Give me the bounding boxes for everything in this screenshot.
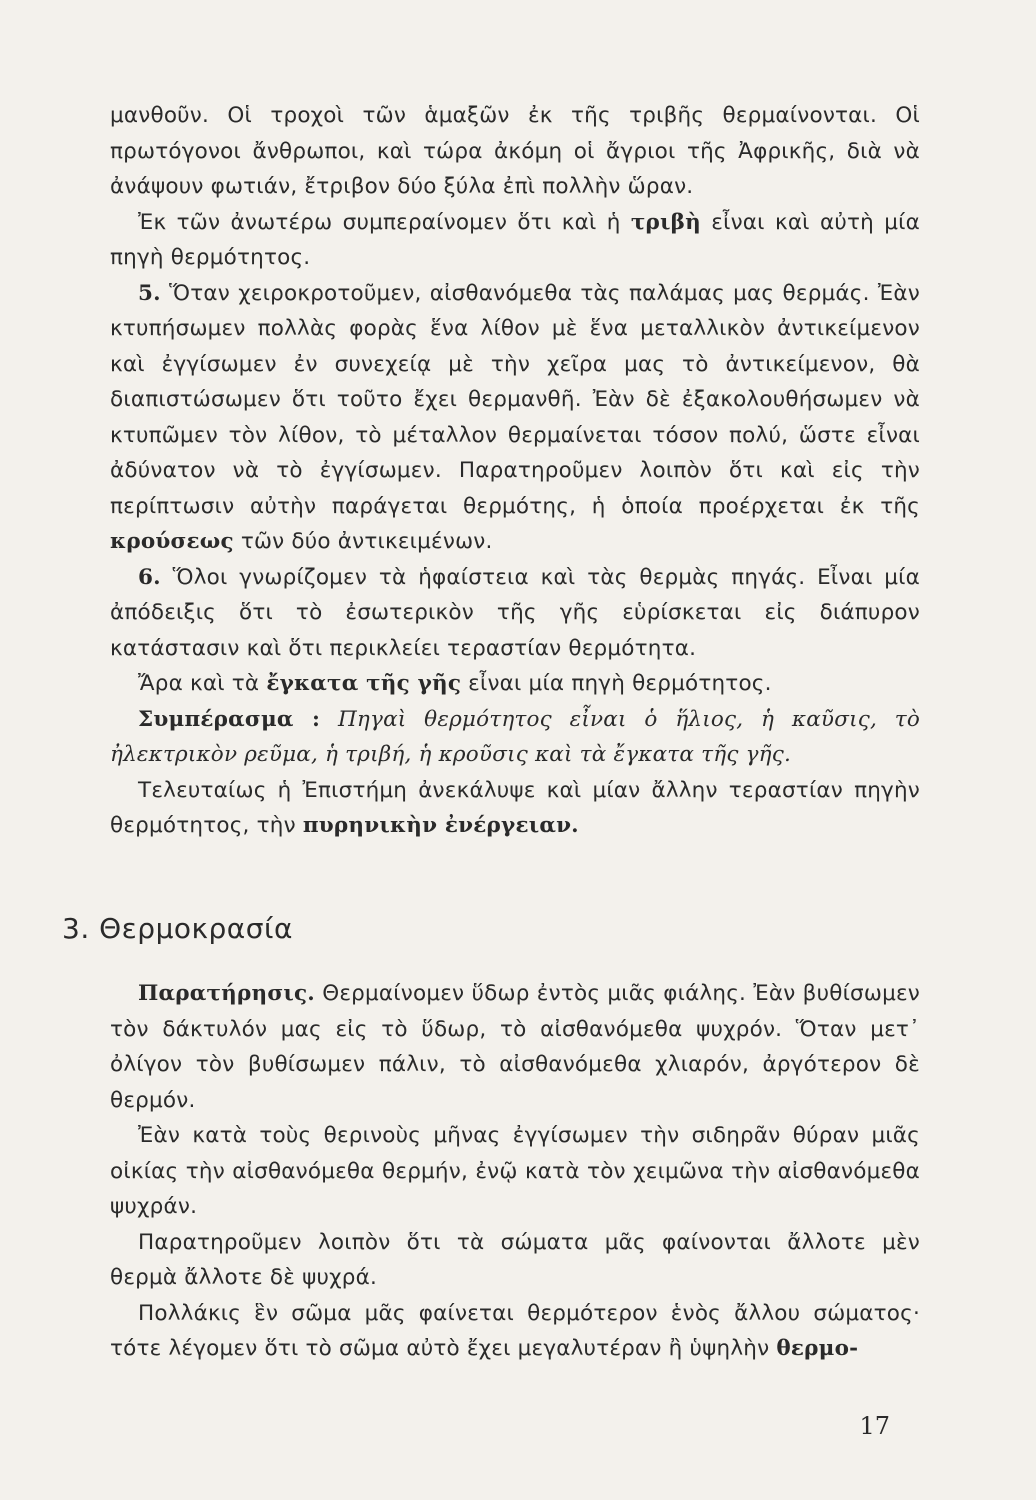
paragraph-temperature: Πολλάκις ἓν σῶμα μᾶς φαίνεται θερμότερον ἑνὸς ἄλλου σώματος· τότε λέγομεν ὅτι τὸ σῶμα αὐτὸ ἔχει μεγαλυτέραν ἢ ὑψηλὴν θερμο- bbox=[110, 1300, 920, 1361]
observation-label: Παρατήρησις. bbox=[138, 981, 315, 1006]
paragraph-friction: μανθοῦν. Οἱ τροχοὶ τῶν ἁμαξῶν ἐκ τῆς τριβῆς θερμαίνονται. Οἱ πρωτόγονοι ἄνθρωποι, καὶ τώρα ἀκόμη οἱ ἄγριοι τῆς Ἀφρικῆς, διὰ νὰ ἀνάψουν φωτιάν, ἔτριβον δύο ξύλα ἐπὶ πολλὴν ὥραν. bbox=[110, 103, 920, 199]
bold-term-impact: κρούσεως bbox=[110, 529, 234, 554]
bold-term-earth: ἔγκατα τῆς γῆς bbox=[266, 671, 462, 696]
section-heading: 3. Θερμοκρασία bbox=[62, 912, 293, 945]
paragraph-friction-conclusion: Ἐκ τῶν ἀνωτέρω συμπεραίνομεν ὅτι καὶ ἡ τριβὴ εἶναι καὶ αὐτὴ μία πηγὴ θερμότητος. bbox=[110, 209, 920, 270]
paragraph-earth-interior: Ἄρα καὶ τὰ ἔγκατα τῆς γῆς εἶναι μία πηγὴ θερμότητος. bbox=[138, 671, 772, 696]
paragraph-item-5: 5. Ὅταν χειροκροτοῦμεν, αἰσθανόμεθα τὰς παλάμας μας θερμάς. Ἐὰν κτυπήσωμεν πολλὰς φορὰς ἕνα λίθον μὲ ἕνα μεταλλικὸν ἀντικείμενον καὶ ἐγγίσωμεν ἐν συνεχείᾳ μὲ τὴν χεῖρα μας τὸ ἀντικείμενον, θὰ διαπιστώσωμεν ὅτι τοῦτο ἔχει θερμανθῆ. Ἐὰν δὲ ἐξακολουθήσωμεν νὰ κτυπῶμεν τὸν λίθον, τὸ μέταλλον θερμαίνεται τόσον πολύ, ὥστε εἶναι ἀδύνατον νὰ τὸ ἐγγίσωμεν. Παρατηροῦμεν λοιπὸν ὅτι καὶ εἰς τὴν περίπτωσιν αὐτὴν παράγεται θερμότης, ἡ ὁποία προέρχεται ἐκ τῆς κρούσεως τῶν δύο ἀντικειμένων. bbox=[110, 280, 920, 554]
paragraph-item-6: 6. Ὅλοι γνωρίζομεν τὰ ἡφαίστεια καὶ τὰς θερμὰς πηγάς. Εἶναι μία ἀπόδειξις ὅτι τὸ ἐσωτερικὸν τῆς γῆς εὑρίσκεται εἰς διάπυρον κατάστασιν καὶ ὅτι περικλείει τεραστίαν θερμότητα. bbox=[110, 564, 920, 661]
item-5-number: 5. bbox=[138, 280, 161, 306]
paragraph-iron-door: Ἐὰν κατὰ τοὺς θερινοὺς μῆνας ἐγγίσωμεν τὴν σιδηρᾶν θύραν μιᾶς οἰκίας τὴν αἰσθανόμεθα θερμήν, ἐνῷ κατὰ τὸν χειμῶνα τὴν αἰσθανόμεθα ψυχράν. bbox=[110, 1123, 920, 1219]
bold-term-nuclear: πυρηνικὴν ἐνέργειαν. bbox=[302, 813, 579, 838]
summary-text: Πηγαὶ θερμότητος εἶναι ὁ ἥλιος, ἡ καῦσις, τὸ ἠλεκτρικὸν ρεῦμα, ἡ τριβή, ἡ κροῦσις καὶ τὰ ἔγκατα τῆς γῆς. bbox=[110, 706, 920, 767]
summary-label: Συμπέρασμα : bbox=[138, 706, 321, 732]
bold-term-friction: τριβὴ bbox=[630, 209, 701, 235]
paragraph-observation: Παρατήρησις. Θερμαίνομεν ὕδωρ ἐντὸς μιᾶς φιάλης. Ἐὰν βυθίσωμεν τὸν δάκτυλόν μας εἰς τὸ ὕδωρ, τὸ αἰσθανόμεθα ψυχρόν. Ὅταν μετ᾽ ὀλίγον τὸν βυθίσωμεν πάλιν, τὸ αἰσθανόμεθα χλιαρόν, ἀργότερον δὲ θερμόν. bbox=[110, 981, 920, 1113]
paragraph-bodies: Παρατηροῦμεν λοιπὸν ὅτι τὰ σώματα μᾶς φαίνονται ἄλλοτε μὲν θερμὰ ἄλλοτε δὲ ψυχρά. bbox=[110, 1229, 920, 1290]
lower-text-block bbox=[110, 976, 920, 1367]
upper-text-block bbox=[110, 98, 920, 844]
page-number: 17 bbox=[859, 1412, 890, 1440]
item-6-number: 6. bbox=[138, 564, 161, 590]
bold-term-temperature: θερμο- bbox=[776, 1336, 859, 1361]
paragraph-summary bbox=[110, 702, 920, 773]
paragraph-nuclear: Τελευταίως ἡ Ἐπιστήμη ἀνεκάλυψε καὶ μίαν ἄλλην τεραστίαν πηγὴν θερμότητος, τὴν πυρηνικὴν ἐνέργειαν. bbox=[110, 777, 920, 838]
